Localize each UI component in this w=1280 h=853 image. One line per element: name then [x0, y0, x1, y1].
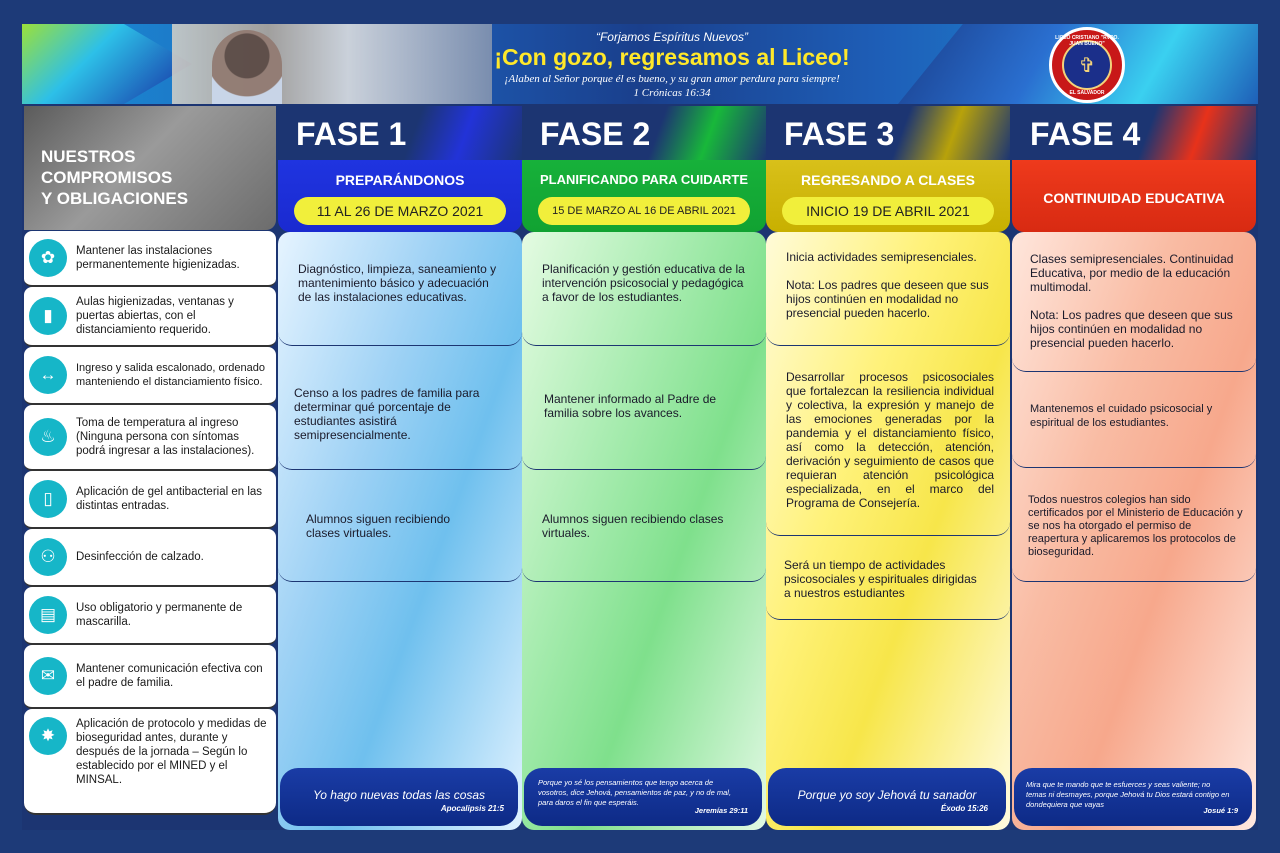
phase-3-cell-text: Inicia actividades semipresenciales.: [786, 250, 977, 264]
phase-4-verse-ref: Josué 1:9: [1203, 806, 1238, 815]
header-banner: [22, 24, 1258, 104]
phase-1-verse: [280, 768, 518, 826]
phase-1-body: [278, 232, 522, 830]
school-seal-logo: [1049, 27, 1125, 103]
phase-4-cell-note: Nota: Los padres que deseen que sus hijos continúen en modalidad no presencial pueden hacerlo.: [1030, 308, 1233, 350]
phase-4-verse-text: Mira que te mando que te esfuerces y seas valiente; no temas ni desmayes, porque Jehová tu Dios estará contigo en dondequiera que vayas: [1026, 780, 1230, 809]
commitments-heading: NUESTROS COMPROMISOS Y OBLIGACIONES: [41, 147, 189, 208]
header-verse: [462, 72, 882, 100]
poster-frame: [22, 24, 1258, 830]
seal-bottom-text: EL SALVADOR: [1069, 90, 1105, 96]
phase-4-cell: [1012, 232, 1256, 372]
phase-3-cell: Desarrollar procesos psicosociales que fortalezcan la resiliencia individual y colectiva, la expresión y manejo de las emociones generadas por la pandemia y el distanciamiento físico, así como la detección, atención, derivación y seguimiento de casos que requieran atención psicológica especializada, en el marco del Programa de Consejería.: [766, 346, 1010, 536]
bible-icon: ✞: [1062, 40, 1112, 90]
communication-icon: ✉: [29, 657, 67, 695]
phase-2-cell: Alumnos siguen recibiendo clases virtuales.: [522, 470, 766, 582]
commitment-item: ✸ Aplicación de protocolo y medidas de bioseguridad antes, durante y después de la jornada – Según lo establecido por el MINED y el MINSAL.: [24, 709, 276, 815]
phase-3-body: [766, 232, 1010, 830]
phase-2-title: FASE 2: [540, 116, 651, 152]
phase-2-column: [522, 106, 766, 830]
phase-1-cell: Alumnos siguen recibiendo clases virtuales.: [278, 470, 522, 582]
phase-3-title: FASE 3: [784, 116, 895, 152]
phase-3-verse: [768, 768, 1006, 826]
phase-2-verse-ref: Jeremías 29:11: [694, 806, 748, 815]
commitment-item: ✿ Mantener las instalaciones permanentemente higienizadas.: [24, 231, 276, 287]
phase-2-header: [522, 160, 766, 232]
phase-4-cell-text: Clases semipresenciales. Continuidad Educativa, por medio de la educación multimodal.: [1030, 252, 1234, 294]
commitment-item: ▮ Aulas higienizadas, ventanas y puertas abiertas, con el distanciamiento requerido.: [24, 287, 276, 347]
phase-4-title: FASE 4: [1030, 116, 1141, 152]
phase-2-date: 15 DE MARZO AL 16 DE ABRIL 2021: [538, 197, 750, 225]
phase-1-header: [278, 160, 522, 232]
gel-icon: ▯: [29, 480, 67, 518]
phase-4-header: [1012, 160, 1256, 232]
sanitize-icon: ✿: [29, 239, 67, 277]
phase-3-subtitle: REGRESANDO A CLASES: [801, 172, 975, 188]
commitment-item: ▤ Uso obligatorio y permanente de mascarilla.: [24, 587, 276, 645]
phase-2-body: [522, 232, 766, 830]
commitments-list: [24, 231, 276, 815]
student-figure: [212, 30, 282, 104]
phase-4-subtitle: CONTINUIDAD EDUCATIVA: [1043, 190, 1225, 206]
virus-icon: ✸: [29, 717, 67, 755]
phase-3-verse-text: Porque yo soy Jehová tu sanador: [797, 788, 977, 802]
phase-3-date: INICIO 19 DE ABRIL 2021: [782, 197, 994, 225]
phase-4-cell: Mantenemos el cuidado psicosocial y espiritual de los estudiantes.: [1012, 372, 1256, 468]
phase-1-verse-text: Yo hago nuevas todas las cosas: [312, 788, 486, 802]
header-title: ¡Con gozo, regresamos al Liceo!: [494, 44, 850, 70]
commitment-item: ⚇ Desinfección de calzado.: [24, 529, 276, 587]
header-motto: “Forjamos Espíritus Nuevos”: [595, 30, 749, 44]
mask-icon: ▤: [29, 596, 67, 634]
phase-4-title-box: [1012, 106, 1256, 160]
phase-3-cell: [766, 232, 1010, 346]
commitments-heading-box: [24, 106, 276, 230]
phase-4-cell: Todos nuestros colegios han sido certificados por el Ministerio de Educación y se nos ha otorgado el permiso de reapertura y aplicaremos los protocolos de bioseguridad.: [1012, 468, 1256, 582]
door-icon: ▮: [29, 297, 67, 335]
phase-1-subtitle: PREPARÁNDONOS: [335, 172, 465, 188]
phase-4-column: [1012, 106, 1256, 830]
commitment-item: ▯ Aplicación de gel antibacterial en las distintas entradas.: [24, 471, 276, 529]
header-decoration-left: [22, 24, 192, 104]
phase-1-title-box: [278, 106, 522, 160]
phase-3-column: [766, 106, 1010, 830]
phase-1-column: [278, 106, 522, 830]
header-photo-students: [172, 24, 492, 104]
phase-1-title: FASE 1: [296, 116, 407, 152]
distancing-icon: ↔: [29, 356, 67, 394]
phase-2-cell: Planificación y gestión educativa de la intervención psicosocial y pedagógica a favor de los estudiantes.: [522, 232, 766, 346]
commitment-item: ♨ Toma de temperatura al ingreso (Ninguna persona con síntomas podrá ingresar a las instalaciones).: [24, 405, 276, 471]
phase-3-cell: Será un tiempo de actividades psicosociales y espirituales dirigidas a nuestros estudiantes: [766, 536, 1010, 620]
phase-1-verse-ref: Apocalipsis 21:5: [440, 804, 504, 813]
phase-1-cell: Diagnóstico, limpieza, saneamiento y mantenimiento básico y adecuación de las instalaciones educativas.: [278, 232, 522, 346]
thermometer-icon: ♨: [29, 418, 67, 456]
phase-2-subtitle: PLANIFICANDO PARA CUIDARTE: [540, 172, 748, 187]
phase-4-body: [1012, 232, 1256, 830]
phase-3-verse-ref: Éxodo 15:26: [940, 804, 988, 813]
phase-2-title-box: [522, 106, 766, 160]
header-verse-reference: 1 Crónicas 16:34: [633, 87, 711, 99]
phase-3-cell-note: Nota: Los padres que deseen que sus hijos continúen en modalidad no presencial pueden hacerlo.: [786, 278, 989, 320]
phase-2-verse-text: Porque yo sé los pensamientos que tengo acerca de vosotros, dice Jehová, pensamientos de paz, y no de mal, para daros el fin que esperáis.: [538, 778, 732, 807]
phase-3-title-box: [766, 106, 1010, 160]
phase-4-verse: [1014, 768, 1252, 826]
phase-2-verse: [524, 768, 762, 826]
commitment-item: ↔ Ingreso y salida escalonado, ordenado manteniendo el distanciamiento físico.: [24, 347, 276, 405]
header-verse-text: ¡Alaben al Señor porque él es bueno, y su gran amor perdura para siempre!: [504, 73, 840, 85]
phase-3-header: [766, 160, 1010, 232]
phase-2-cell: Mantener informado al Padre de familia sobre los avances.: [522, 346, 766, 470]
seal-top-text: LICEO CRISTIANO "RVDO. JUAN BUENO": [1055, 35, 1119, 47]
phase-1-date: 11 AL 26 DE MARZO 2021: [294, 197, 506, 225]
commitment-item: ✉ Mantener comunicación efectiva con el padre de familia.: [24, 645, 276, 709]
phase-1-cell: Censo a los padres de familia para determinar qué porcentaje de estudiantes asistirá semipresencialmente.: [278, 346, 522, 470]
shoe-icon: ⚇: [29, 538, 67, 576]
